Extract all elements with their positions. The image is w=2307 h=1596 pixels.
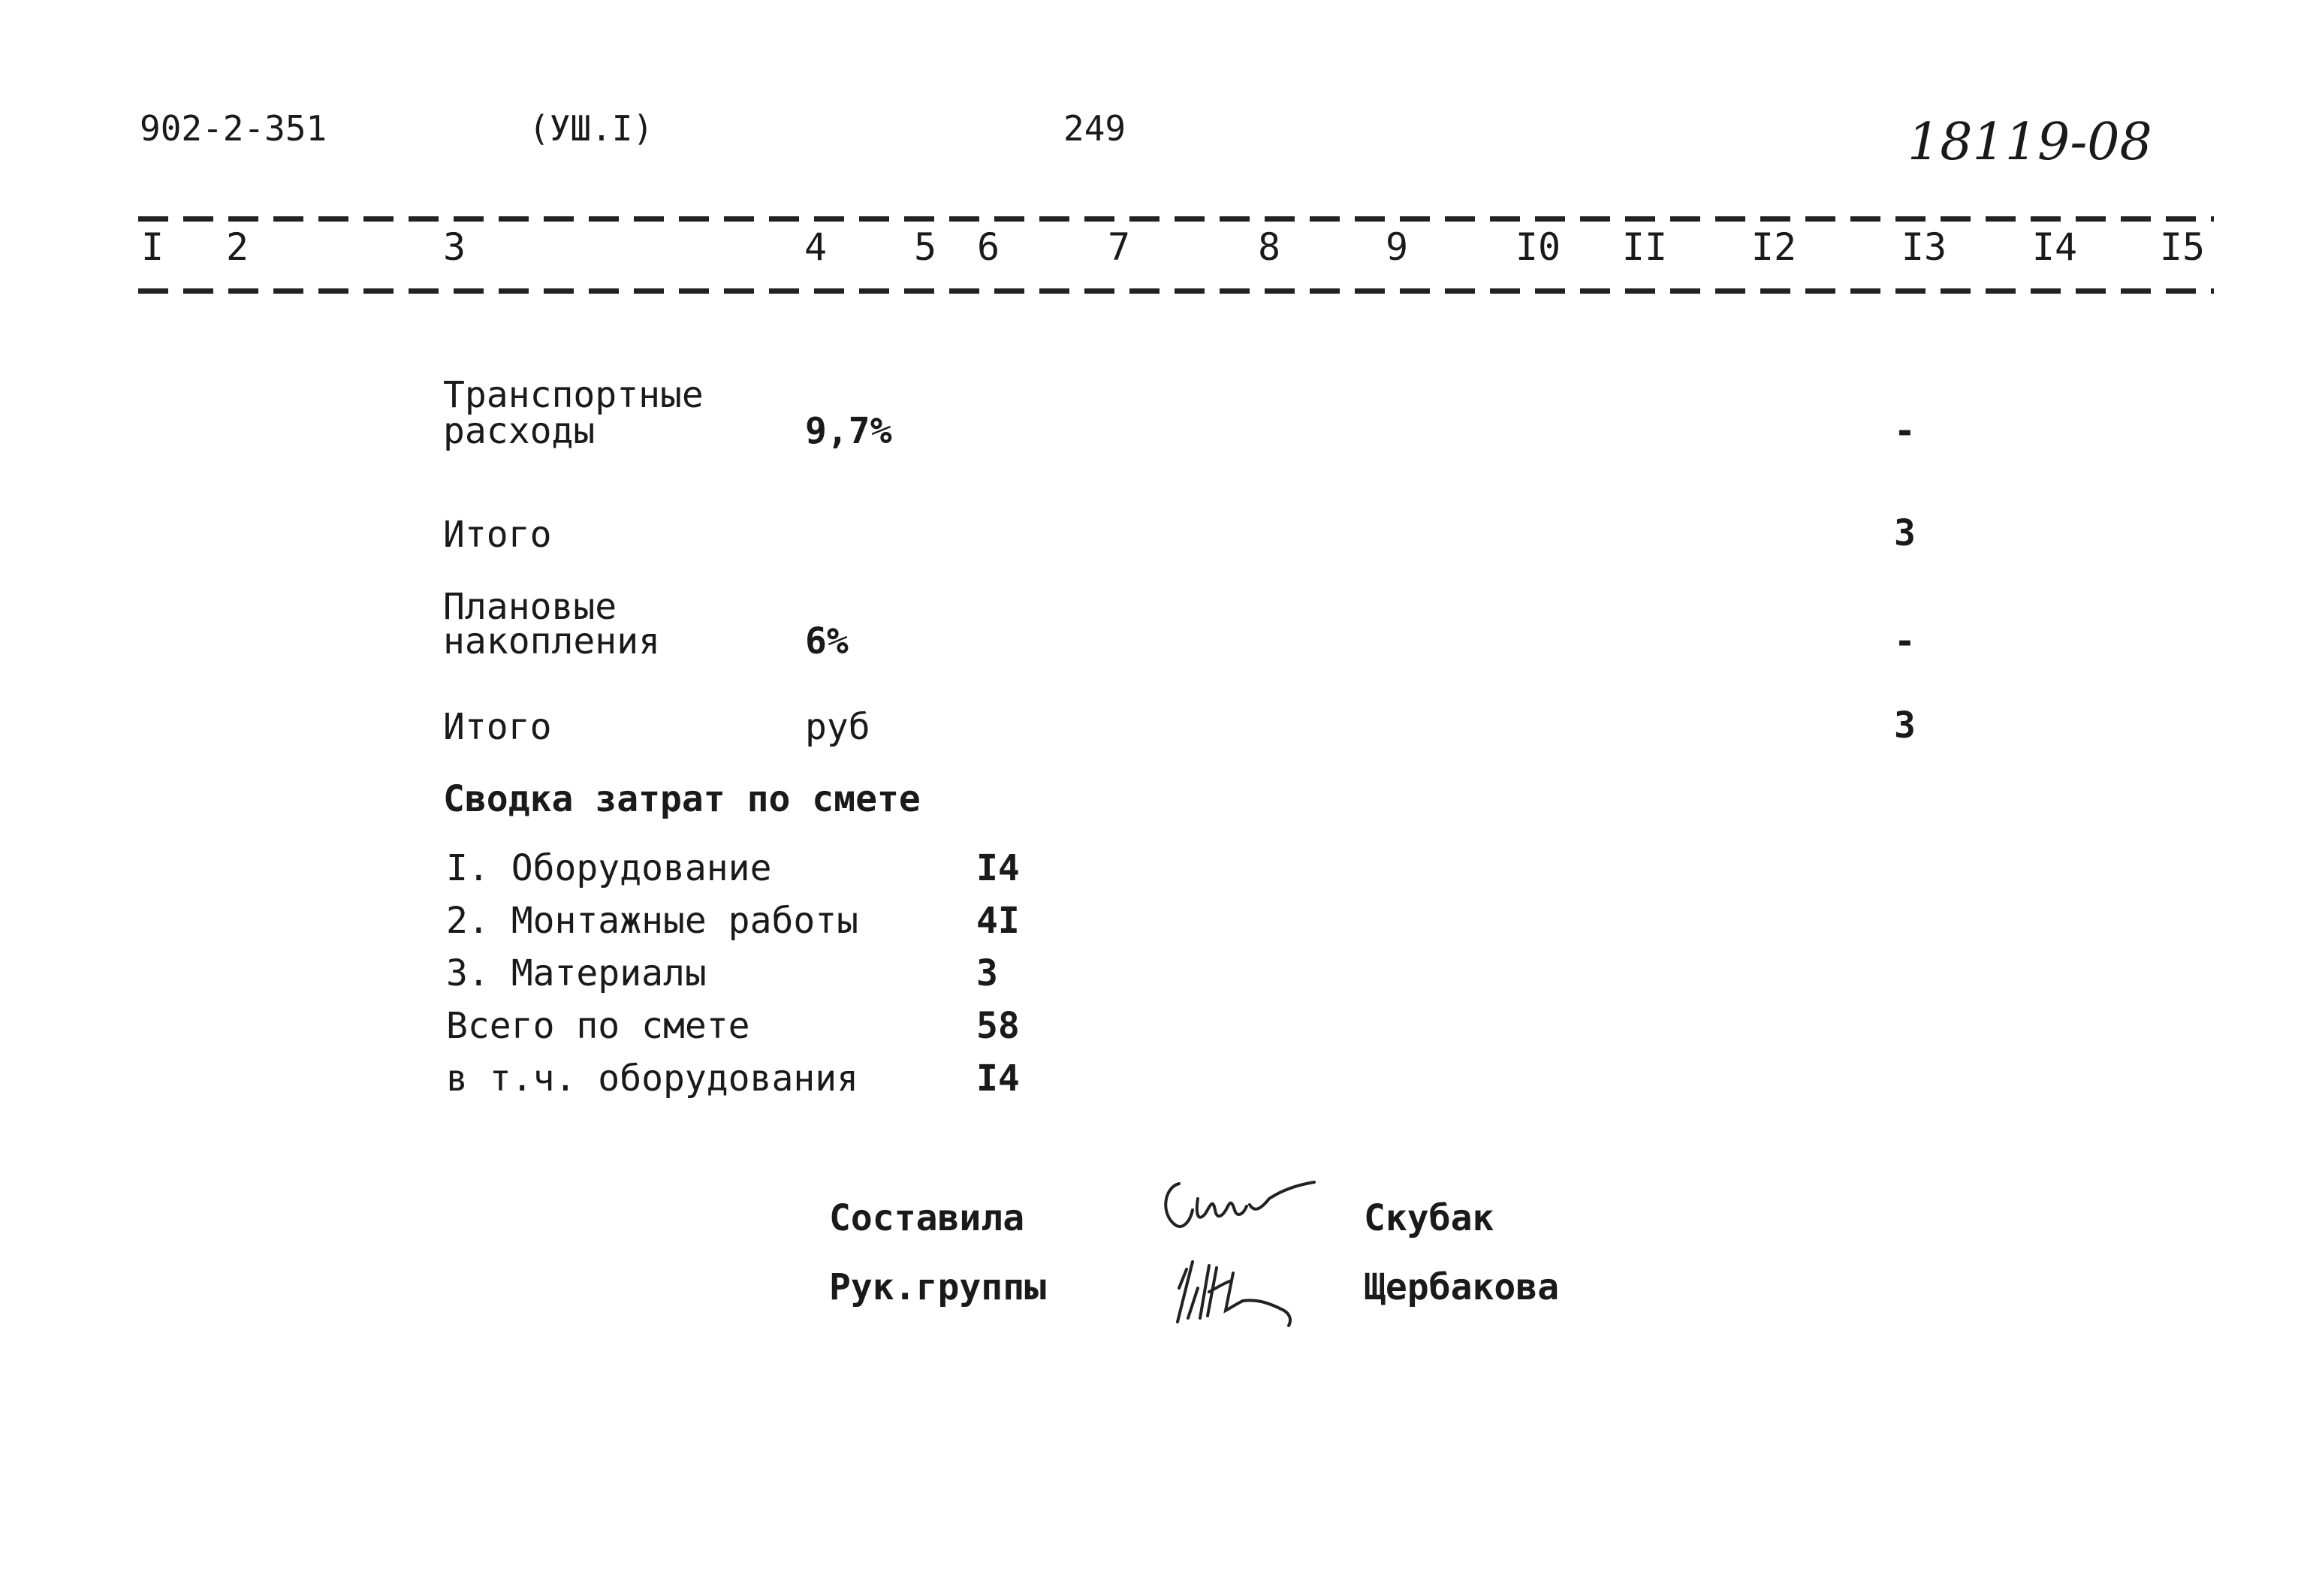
signature-name: Скубак (1364, 1197, 1494, 1239)
page-number: 249 (1063, 108, 1126, 149)
signature-role: Составила (829, 1197, 1025, 1239)
summary-item-value: 3 (976, 952, 998, 994)
summary-item-value: I4 (976, 1057, 1020, 1100)
summary-item-label: I. Оборудование (446, 847, 772, 889)
row-col13-value: - (1894, 410, 1916, 452)
col-number-2: 2 (225, 225, 249, 269)
row-col13-value: 3 (1894, 512, 1916, 554)
section-code: (УШ.I) (529, 108, 654, 149)
col-number-12: I2 (1751, 225, 1797, 269)
project-code-text: 902-2-351 (140, 108, 327, 149)
col-number-5: 5 (913, 225, 937, 269)
signature-role: Рук.группы (829, 1266, 1046, 1308)
summary-item-value: I4 (976, 847, 1020, 889)
col-number-6: 6 (976, 225, 1000, 269)
col-number-8: 8 (1257, 225, 1281, 269)
handwritten-signature-1 (1157, 1169, 1329, 1236)
row-label-line2: накопления (443, 620, 660, 662)
row-label-line2: расходы (443, 410, 596, 452)
col-number-11: II (1621, 225, 1668, 269)
row-label-line1: Транспортные (443, 374, 704, 416)
bottom-dashed-rule (138, 288, 2214, 294)
col-number-15: I5 (2159, 225, 2206, 269)
handwritten-signature-2 (1172, 1247, 1322, 1329)
project-code (140, 108, 327, 149)
row-col4-value: 6% (805, 620, 849, 662)
summary-title: Сводка затрат по смете (443, 778, 921, 820)
col-number-14: I4 (2031, 225, 2078, 269)
col-number-4: 4 (804, 225, 828, 269)
row-label: Итого (443, 706, 552, 748)
col-number-1: I (140, 225, 164, 269)
col-number-7: 7 (1107, 225, 1131, 269)
row-col13-value: 3 (1894, 704, 1916, 747)
summary-item-value: 58 (976, 1005, 1020, 1047)
col-number-3: 3 (442, 225, 466, 269)
col-number-9: 9 (1385, 225, 1409, 269)
summary-item-value: 4I (976, 900, 1020, 942)
col-number-10: I0 (1515, 225, 1561, 269)
top-dashed-rule (138, 216, 2214, 222)
summary-item-label: в т.ч. оборудования (446, 1057, 859, 1100)
row-label: Итого (443, 514, 552, 556)
row-label-line1: Плановые (443, 586, 617, 628)
doc-number: 18119-08 (1907, 113, 2152, 172)
summary-item-label: 2. Монтажные работы (446, 900, 859, 942)
row-col4-value: руб (805, 706, 870, 748)
signature-name: Щербакова (1364, 1266, 1560, 1308)
row-col13-value: - (1894, 620, 1916, 662)
summary-item-label: Всего по смете (446, 1005, 750, 1047)
col-number-13: I3 (1901, 225, 1947, 269)
row-col4-value: 9,7% (805, 410, 892, 452)
summary-item-label: 3. Материалы (446, 952, 707, 994)
